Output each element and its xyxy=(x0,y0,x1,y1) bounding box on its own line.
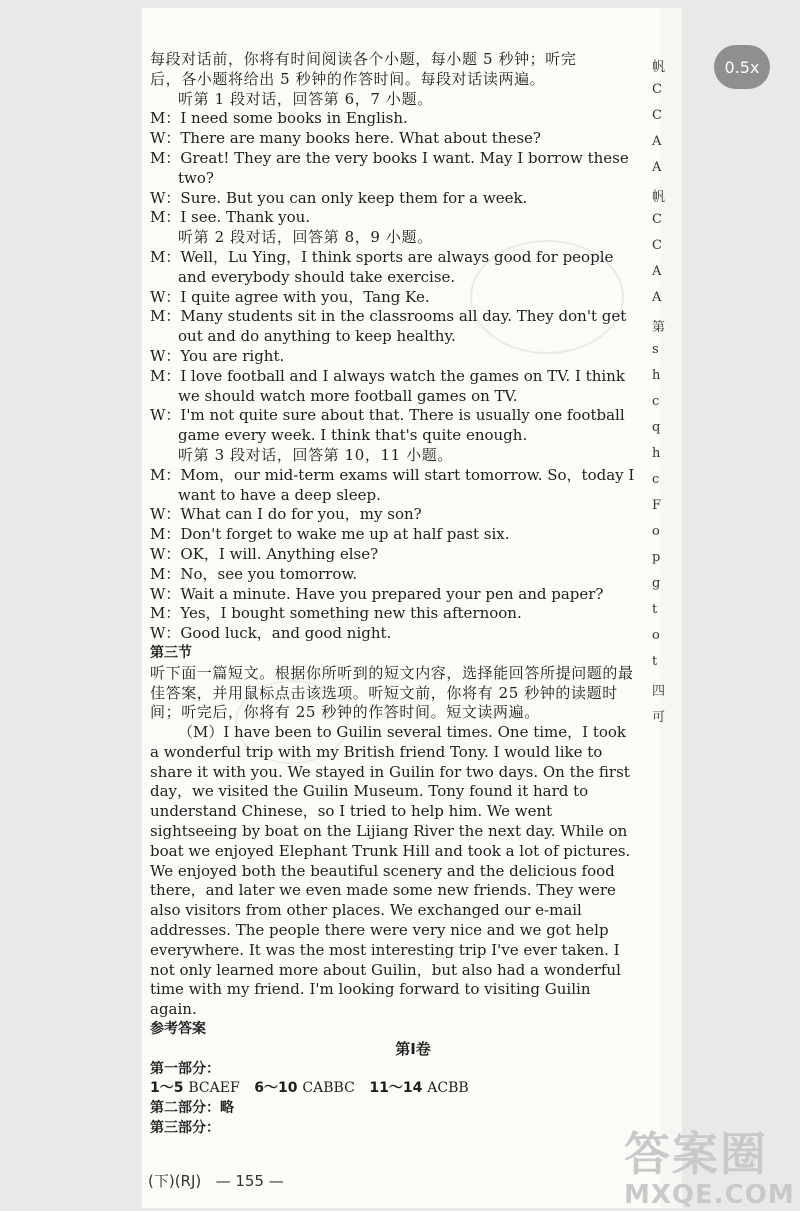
adjacent-page-char: q xyxy=(652,420,661,435)
text-line: W：There are many books here. What about these? xyxy=(150,129,541,148)
adjacent-page-char: 帆 xyxy=(652,60,666,75)
text-line: W：You are right. xyxy=(150,346,285,365)
adjacent-page-char: A xyxy=(652,290,662,305)
adjacent-page-char: A xyxy=(652,264,662,279)
text-line: W：Sure. But you can only keep them for a week. xyxy=(150,188,528,207)
adjacent-page-strip xyxy=(652,8,682,1208)
adjacent-page-char: F xyxy=(652,498,662,513)
adjacent-page-char: 帆 xyxy=(652,190,666,205)
text-line: 听第 2 段对话，回答第 8，9 小题。 xyxy=(178,228,433,247)
text-line: 听下面一篇短文。根据你所听到的短文内容，选择能回答所提问题的最佳答案，并用鼠标点击该选项。听短文前，你将有 25 秒钟的读题时间；听完后，你将有 25 秒钟的作答时间。短文读两遍。 xyxy=(150,663,634,722)
adjacent-page-char: p xyxy=(652,550,661,565)
text-line: M：Yes，I bought something new this afternoon. xyxy=(150,604,522,623)
adjacent-page-char: C xyxy=(652,238,662,253)
text-line: M：Many students sit in the classrooms all day. They don't get out and do anything to keep healthy. xyxy=(150,307,627,346)
answers-heading: 参考答案 xyxy=(150,1021,206,1038)
part2-answers: 第二部分：略 xyxy=(150,1100,234,1117)
text-line: M：Well，Lu Ying，I think sports are always good for people and everybody should take exercise. xyxy=(150,247,614,286)
adjacent-page-char: t xyxy=(652,602,658,617)
text-line: W：I quite agree with you，Tang Ke. xyxy=(150,287,430,306)
text-line: M：I need some books in English. xyxy=(150,109,408,128)
text-line: M：No，see you tomorrow. xyxy=(150,564,358,583)
text-line: W：OK，I will. Anything else? xyxy=(150,544,379,563)
adjacent-page-char: A xyxy=(652,160,662,175)
adjacent-page-char: o xyxy=(652,524,660,539)
text-line: 后，各小题将给出 5 秒钟的作答时间。每段对话读两遍。 xyxy=(150,69,546,88)
text-line: 每段对话前，你将有时间阅读各个小题，每小题 5 秒钟；听完 xyxy=(150,50,577,68)
text-line: 听第 1 段对话，回答第 6，7 小题。 xyxy=(178,89,433,108)
text-line: 第三节 xyxy=(150,644,192,661)
document-text xyxy=(150,50,636,1139)
adjacent-page-char: c xyxy=(652,394,660,409)
text-line: 听第 3 段对话，回答第 10，11 小题。 xyxy=(178,445,453,464)
adjacent-page-char: 四 xyxy=(652,684,666,699)
transcript-lines xyxy=(150,50,636,1020)
text-line: M：Mom，our mid-term exams will start tomorrow. So，today I want to have a deep sleep. xyxy=(150,465,635,504)
adjacent-page-char: t xyxy=(652,654,658,669)
text-line: W：Wait a minute. Have you prepared your pen and paper? xyxy=(150,584,604,603)
page-footer xyxy=(148,1170,284,1191)
volume-label: (下)(RJ) xyxy=(148,1172,202,1190)
text-line: W：What can I do for you，my son? xyxy=(150,505,422,524)
adjacent-page-char: c xyxy=(652,472,660,487)
zoom-level-badge[interactable]: 0.5x xyxy=(714,45,770,89)
text-line: （M）I have been to Guilin several times. One time，I took a wonderful trip with my British friend Tony. I would like to share it with you. We stayed in Guilin for two days. On the first day，we visited the Guilin Museum. Tony found it hard to understand Chinese，so I tried to help him. We went sightseeing by boat on the Lijiang River the next day. While on boat we enjoyed Elephant Trunk Hill and took a lot of pictures. We enjoyed both the beautiful scenery and the delicious food there，and later we even made some new friends. They were also visitors from other places. We exchanged our e-mail addresses. The people there were very nice and we got help everywhere. It was the most interesting trip I've ever taken. I not only learned more about Guilin，but also had a wonderful time with my friend. I'm looking forward to visiting Guilin again. xyxy=(150,723,631,1019)
adjacent-page-char: o xyxy=(652,628,660,643)
text-line: M：Great! They are the very books I want. May I borrow these two? xyxy=(150,148,629,187)
adjacent-page-char: s xyxy=(652,342,659,357)
answer-group: 11～14 ACBB xyxy=(369,1080,469,1097)
text-line: M：I love football and I always watch the games on TV. I think we should watch more football games on TV. xyxy=(150,366,625,405)
part3-answers: 第三部分： xyxy=(150,1120,220,1137)
answer-group: 1～5 BCAEF xyxy=(150,1080,240,1097)
adjacent-page-char: C xyxy=(652,212,662,227)
adjacent-page-char: h xyxy=(652,368,661,383)
answer-group: 6～10 CABBC xyxy=(254,1080,355,1097)
volume-title: 第Ⅰ卷 xyxy=(395,1039,431,1058)
adjacent-page-char: C xyxy=(652,82,662,97)
adjacent-page-char: g xyxy=(652,576,661,591)
adjacent-page-char: C xyxy=(652,108,662,123)
adjacent-page-char: A xyxy=(652,134,662,149)
watermark-logo: 答案圈 MXQE.COM xyxy=(624,1127,795,1210)
adjacent-page-char: 可 xyxy=(652,710,666,725)
text-line: M：Don't forget to wake me up at half past six. xyxy=(150,525,510,544)
text-line: M：I see. Thank you. xyxy=(150,208,311,227)
part1-answers: 第一部分： 1～5 BCAEF 6～10 CABBC 11～14 ACBB xyxy=(150,1060,469,1097)
adjacent-page-char: 第 xyxy=(652,320,666,335)
text-line: W：Good luck，and good night. xyxy=(150,624,392,643)
adjacent-page-char: h xyxy=(652,446,661,461)
page-number: — 155 — xyxy=(215,1172,284,1190)
text-line: W：I'm not quite sure about that. There is usually one football game every week. I think that's quite enough. xyxy=(150,406,625,445)
